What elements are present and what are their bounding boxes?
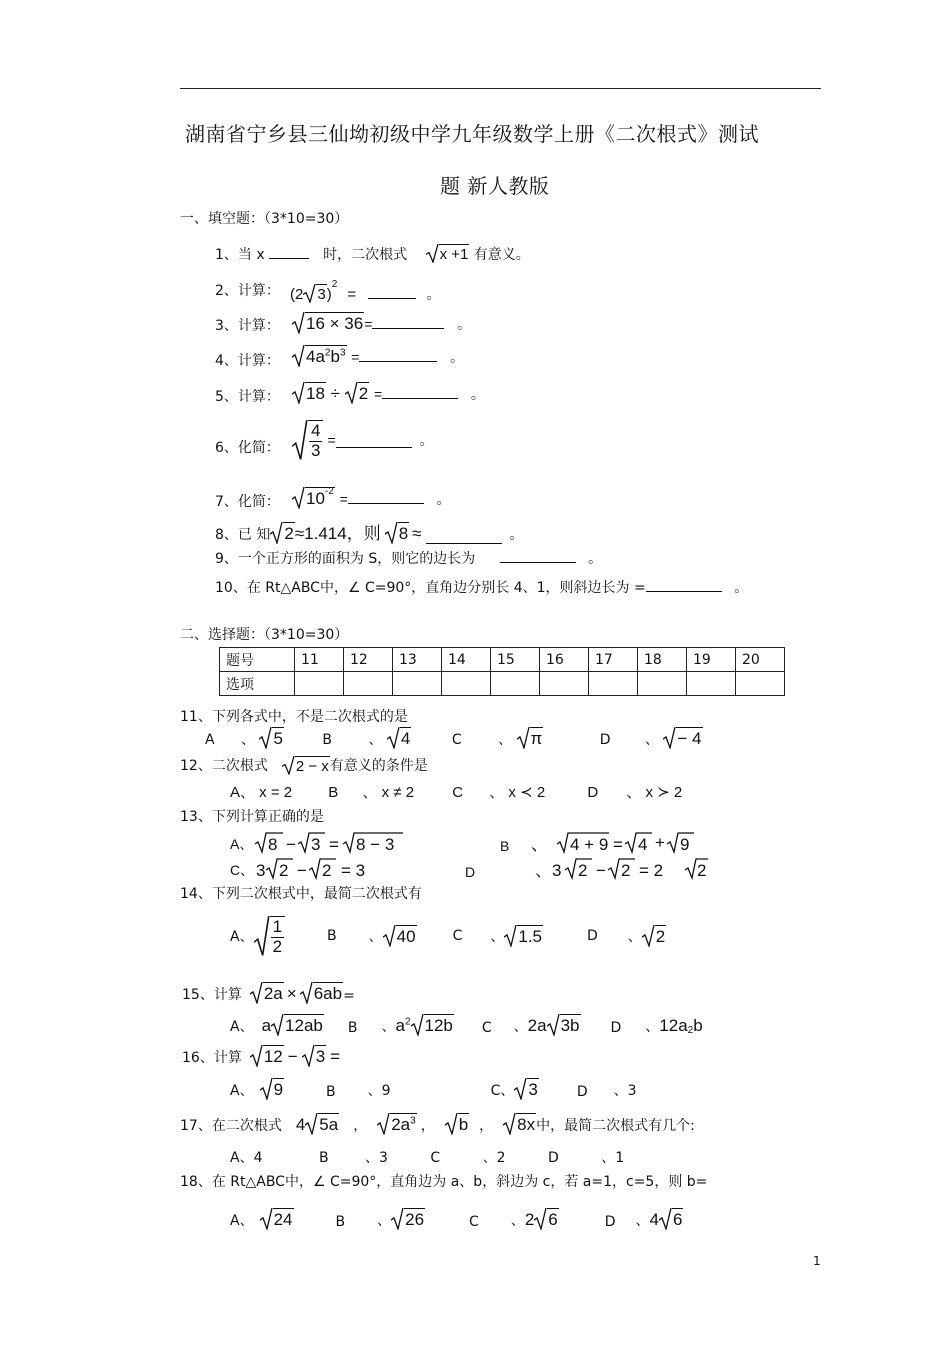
q13-option-a-label: A、 xyxy=(230,836,254,852)
q16-option-d-label: D xyxy=(576,1084,588,1100)
q2-prefix: 2、计算： xyxy=(215,283,280,299)
q13-option-a-formula xyxy=(253,830,423,854)
q4-radicand-a: 4a xyxy=(306,347,325,366)
q8-radicand-1: 2 xyxy=(284,524,294,543)
question-18: 18、在 Rt△ABC中，∠ C=90°，直角边为 a、b，斜边为 c，若 a=1，c=5，则 b= xyxy=(180,1174,708,1190)
q12-option-b-label: B xyxy=(328,784,339,801)
q4-sup-2: 3 xyxy=(339,347,346,359)
question-16 xyxy=(182,1045,340,1067)
q14-option-d-value xyxy=(642,925,666,947)
q4-blank[interactable] xyxy=(359,347,437,362)
q1-suffix: 有意义。 xyxy=(473,247,530,263)
q17-option-b: 、3 xyxy=(365,1150,388,1166)
q17-term-1-radicand: 5a xyxy=(319,1115,339,1134)
q15-radicand-c: 3b xyxy=(560,1016,580,1035)
q13-option-c xyxy=(230,856,394,880)
q15-option-b-coef: $a^2$ xyxy=(395,1016,411,1035)
q18-option-c-coef: 2 xyxy=(524,1210,535,1229)
answer-cell[interactable] xyxy=(638,672,687,696)
q9-text: 9、一个正方形的面积为 S，则它的边长为 xyxy=(215,551,476,567)
answer-cell[interactable] xyxy=(540,672,589,696)
q18-option-d-coef: 4 xyxy=(649,1210,659,1229)
svg-text:2: 2 xyxy=(279,861,289,880)
q6-numerator: 4 xyxy=(311,421,321,440)
q6-expression xyxy=(292,420,434,460)
q2-expr-open: (2 xyxy=(290,286,304,303)
q3-expression xyxy=(292,312,471,334)
q1-blank[interactable] xyxy=(269,244,309,259)
q6-radical xyxy=(292,420,323,460)
q17-option-b-label: B xyxy=(318,1150,329,1166)
svg-text:−: − xyxy=(297,861,308,880)
question-14: 14、下列二次根式中，最简二次根式有 xyxy=(180,886,422,902)
q13-option-a xyxy=(230,830,423,854)
q11-radicand-c: π xyxy=(530,729,543,748)
q13-option-b xyxy=(500,830,709,854)
q15-operator: × xyxy=(286,984,297,1003)
q18-radicand-b: 26 xyxy=(405,1210,425,1229)
q13-option-d-formula xyxy=(475,856,675,880)
q12-suffix: 有意义的条件是 xyxy=(329,758,428,774)
q17-comma-1: ， xyxy=(353,1118,368,1134)
q14-radicand-b: 40 xyxy=(396,927,416,947)
svg-text:= 3: = 3 xyxy=(341,861,366,880)
q11-option-b-label: B xyxy=(322,732,333,748)
q3-radical xyxy=(292,312,364,334)
answer-table-qnum: 20 xyxy=(736,648,785,672)
q3-radicand: 16 × 36 xyxy=(306,314,364,333)
q14-sep-b: 、 xyxy=(368,929,383,946)
answer-cell[interactable] xyxy=(295,672,344,696)
header-rule xyxy=(180,88,821,89)
q12-option-c-label: C xyxy=(452,784,464,801)
q14-option-a-value xyxy=(254,916,285,956)
q17-term-2-radicand: $2a^3$ xyxy=(391,1115,416,1134)
answer-table-qnum: 14 xyxy=(442,648,491,672)
question-8 xyxy=(215,519,524,544)
q9-end: 。 xyxy=(588,551,603,567)
q1-mid: 时，二次根式 xyxy=(323,247,408,263)
section-fill-in-heading: 一、填空题：（3*10=30） xyxy=(180,211,349,227)
svg-text:=: = xyxy=(613,835,624,854)
q12-option-b: 、 x ≠ 2 xyxy=(362,784,415,801)
q7-equals: = xyxy=(339,491,348,507)
q15-option-a-coef: a xyxy=(261,1016,272,1035)
q8-end: 。 xyxy=(509,527,524,543)
q15-option-c-value xyxy=(547,1014,581,1036)
q6-blank[interactable] xyxy=(336,433,412,448)
q7-blank[interactable] xyxy=(348,489,424,504)
answer-cell[interactable] xyxy=(393,672,442,696)
q8-approx: ≈1.414，则 xyxy=(294,524,381,543)
q18-sep-c: 、 xyxy=(510,1213,525,1229)
q11-option-c-label: C xyxy=(451,732,462,748)
q18-radicand-a: 24 xyxy=(273,1210,293,1229)
q17-option-c: 、2 xyxy=(482,1150,506,1166)
q16-prefix: 16、计算 xyxy=(182,1050,242,1066)
q18-options xyxy=(230,1208,683,1230)
q13-option-c-label: C、 xyxy=(230,862,255,878)
q7-expression xyxy=(292,487,450,509)
q13-option-c-formula xyxy=(254,856,394,880)
q5-radicand-2: 2 xyxy=(358,384,369,403)
q18-option-b-label: B xyxy=(335,1214,346,1230)
q14-options xyxy=(230,916,666,956)
q17-option-d: 、1 xyxy=(601,1150,625,1166)
answer-cell[interactable] xyxy=(442,672,491,696)
svg-text:−: − xyxy=(286,835,297,854)
question-7 xyxy=(215,491,280,511)
q11-sep-d: 、 xyxy=(644,732,659,748)
q11-radicand-b: 4 xyxy=(400,729,411,748)
q12-option-a: A、 x = 2 xyxy=(230,784,293,801)
q2-expression xyxy=(290,279,441,304)
question-1 xyxy=(215,244,530,264)
q11-sep-c: 、 xyxy=(498,732,513,748)
q15-radicand-a: 12ab xyxy=(285,1016,323,1035)
answer-table-qnum: 12 xyxy=(344,648,393,672)
q2-end: 。 xyxy=(426,286,441,302)
q16-option-b: 、9 xyxy=(367,1083,391,1099)
q3-blank[interactable] xyxy=(372,314,444,329)
svg-text:=: = xyxy=(329,835,340,854)
q11-option-a-label: A xyxy=(205,732,215,748)
q2-equals: = xyxy=(347,286,357,303)
q15-radicand-2: 6ab xyxy=(313,984,343,1003)
q7-radical xyxy=(292,487,335,509)
q15-option-b-value xyxy=(411,1014,454,1036)
q14-option-a-numerator: 1 xyxy=(272,917,283,936)
q15-radical-2 xyxy=(300,982,343,1004)
svg-text:+: + xyxy=(655,833,666,852)
q11-radicand-a: 5 xyxy=(273,729,283,748)
q17-option-a: A、4 xyxy=(230,1150,263,1166)
q5-expression xyxy=(292,382,485,404)
q16-option-d: 、3 xyxy=(613,1083,637,1099)
q4-prefix: 4、计算： xyxy=(215,353,280,369)
q8-radical-2 xyxy=(385,522,409,544)
svg-text:3: 3 xyxy=(256,861,266,880)
svg-text:8: 8 xyxy=(268,835,278,854)
q14-option-a-denominator: 2 xyxy=(272,936,283,956)
question-10 xyxy=(215,577,748,597)
q14-sep-c: 、 xyxy=(490,929,505,946)
svg-text:2: 2 xyxy=(578,861,588,880)
svg-text:2: 2 xyxy=(621,861,631,880)
q15-prefix: 15、计算 xyxy=(182,987,242,1003)
q16-radicand-a: 9 xyxy=(273,1080,284,1099)
question-12 xyxy=(180,755,428,775)
document-title: 湖南省宁乡县三仙坳初级中学九年级数学上册《二次根式》测试 xyxy=(185,122,759,146)
q14-option-c-value xyxy=(504,925,543,947)
q15-radicand-b: 12b xyxy=(424,1016,453,1035)
q15-sep-c: 、 xyxy=(513,1019,528,1035)
q13-option-b-label: B xyxy=(500,838,510,854)
answer-table-choice-label: 选项 xyxy=(220,672,295,696)
q17-term-4 xyxy=(503,1113,536,1135)
question-5 xyxy=(215,386,280,406)
q5-prefix: 5、计算： xyxy=(215,389,280,405)
q16-option-b-label: B xyxy=(326,1084,336,1100)
q13-option-d-label: D xyxy=(465,864,476,880)
q5-radical-2 xyxy=(345,382,369,404)
q13-option-d xyxy=(465,856,675,880)
q15-option-d-tail: b xyxy=(693,1016,703,1035)
question-9 xyxy=(215,548,602,568)
q17-comma-2: ， xyxy=(420,1118,435,1134)
svg-text:−: − xyxy=(596,861,607,880)
q15-option-a-label: A、 xyxy=(230,1019,254,1035)
q4-sup-1: 2 xyxy=(324,347,331,359)
q7-prefix: 7、化简： xyxy=(215,494,280,510)
q4-end: 。 xyxy=(450,349,465,365)
answer-cell[interactable] xyxy=(687,672,736,696)
q12-option-c: 、 x ≺ 2 xyxy=(489,784,546,801)
q14-radicand-c: 1.5 xyxy=(518,927,542,947)
answer-table-qnum: 15 xyxy=(491,648,540,672)
q16-minus: − xyxy=(287,1047,298,1066)
q15-option-c-label: C xyxy=(481,1020,492,1036)
answer-table-qnum: 18 xyxy=(638,648,687,672)
svg-text:= 2: = 2 xyxy=(639,861,664,880)
q18-option-d-value xyxy=(659,1208,683,1230)
question-13: 13、下列计算正确的是 xyxy=(180,809,324,825)
q17-options xyxy=(230,1147,624,1167)
q12-radical xyxy=(282,756,330,775)
q5-radical-1 xyxy=(292,382,326,404)
q3-equals: = xyxy=(364,316,373,332)
q8-approx-2: ≈ xyxy=(412,524,422,543)
q11-option-d-label: D xyxy=(599,732,611,748)
answer-table-qnum: 11 xyxy=(295,648,344,672)
answer-table-header-row xyxy=(220,648,785,672)
q2-blank[interactable] xyxy=(368,284,416,299)
q11-option-c-value xyxy=(517,727,544,749)
q11-options xyxy=(205,727,703,749)
q4-radical xyxy=(292,345,347,367)
question-4 xyxy=(215,350,280,370)
q16-option-c-value xyxy=(514,1078,538,1100)
q15-sep-b: 、 xyxy=(381,1019,396,1035)
q12-radicand: 2 − x xyxy=(295,758,329,775)
q14-option-d-label: D xyxy=(587,928,598,945)
q11-option-b-value xyxy=(387,727,411,749)
q11-sep-a: 、 xyxy=(241,732,256,748)
q7-end: 。 xyxy=(436,491,451,507)
q16-radicand-c: 3 xyxy=(528,1080,538,1099)
answer-table-head-label: 题号 xyxy=(220,648,295,672)
q4-equals: = xyxy=(351,349,360,365)
svg-text:4 + 9: 4 + 9 xyxy=(570,835,609,854)
q2-expr-close: ) xyxy=(326,286,332,303)
q17-term-3-radicand: b xyxy=(458,1115,469,1134)
q16-radicand-1: 12 xyxy=(263,1047,283,1066)
q18-option-d-label: D xyxy=(604,1214,616,1230)
q18-option-b-value xyxy=(391,1208,425,1230)
q15-option-d-label: D xyxy=(610,1020,622,1036)
q10-text: 10、在 Rt△ABC中，∠ C=90°，直角边分别长 4、1，则斜边长为 = xyxy=(215,580,646,596)
q7-exponent: -2 xyxy=(324,486,334,498)
svg-text:、: 、 xyxy=(531,835,549,854)
svg-text:9: 9 xyxy=(680,835,690,854)
answer-cell[interactable] xyxy=(491,672,540,696)
q4-expression xyxy=(292,345,464,367)
q5-operator: ÷ xyxy=(330,384,340,403)
q15-equals: = xyxy=(343,988,355,1004)
q16-radicand-2: 3 xyxy=(315,1047,326,1066)
answer-table-choice-row xyxy=(220,672,785,696)
q12-prefix: 12、二次根式 xyxy=(180,758,268,774)
q15-option-c-coef: 2a xyxy=(527,1016,547,1035)
q18-option-c-label: C xyxy=(469,1214,479,1230)
q5-radicand-1: 18 xyxy=(306,384,325,403)
q9-blank[interactable] xyxy=(500,548,576,563)
q3-prefix: 3、计算： xyxy=(215,318,280,334)
q17-option-d-label: D xyxy=(547,1150,559,1166)
q5-blank[interactable] xyxy=(382,384,458,399)
q17-term-4-radicand: 8x xyxy=(517,1115,536,1134)
q12-option-d-label: D xyxy=(587,784,599,801)
q18-sep-b: 、 xyxy=(377,1213,392,1229)
svg-text:3: 3 xyxy=(311,835,321,854)
q14-option-a-label: A、 xyxy=(230,929,254,946)
q17-comma-3: ， xyxy=(479,1118,494,1134)
question-3 xyxy=(215,315,280,335)
q2-radicand: 3 xyxy=(317,286,326,303)
q16-radical-1 xyxy=(250,1045,284,1067)
q3-end: 。 xyxy=(457,316,472,332)
q16-option-a-label: A、 xyxy=(230,1083,254,1099)
q17-term-2 xyxy=(377,1113,416,1135)
q17-prefix: 17、在二次根式 xyxy=(180,1118,282,1134)
answer-table-qnum: 13 xyxy=(393,648,442,672)
q15-radicand-1: 2a xyxy=(263,984,283,1003)
question-17 xyxy=(180,1113,695,1135)
q18-sep-d: 、 xyxy=(635,1213,650,1229)
answer-cell[interactable] xyxy=(589,672,638,696)
q12-options xyxy=(230,781,682,802)
q1-prefix: 1、当 x xyxy=(215,247,265,263)
q10-blank[interactable] xyxy=(646,577,722,592)
answer-table-qnum: 19 xyxy=(687,648,736,672)
q8-blank[interactable] xyxy=(426,529,502,544)
q13-option-b-formula xyxy=(509,830,709,854)
q8-prefix: 8、已 知 xyxy=(215,527,271,543)
svg-text:2: 2 xyxy=(322,861,332,880)
q16-option-a-value xyxy=(260,1078,284,1100)
q16-equals: = xyxy=(330,1047,341,1066)
question-11: 11、下列各式中，不是二次根式的是 xyxy=(180,709,408,725)
q11-sep-b: 、 xyxy=(368,732,383,748)
answer-table-qnum: 17 xyxy=(589,648,638,672)
q15-sep-d: 、 xyxy=(645,1019,660,1035)
q15-option-b-label: B xyxy=(347,1020,358,1036)
q16-options xyxy=(230,1078,637,1100)
q5-equals: = xyxy=(373,386,383,402)
answer-table-qnum: 16 xyxy=(540,648,589,672)
q4-radicand-b: b xyxy=(330,347,340,366)
answer-table xyxy=(219,647,785,696)
q6-prefix: 6、化简： xyxy=(215,440,280,456)
svg-text:8 − 3: 8 − 3 xyxy=(356,835,395,854)
page-number: 1 xyxy=(813,1254,821,1268)
q11-option-a-value xyxy=(259,727,283,749)
q11-option-d-value xyxy=(663,727,702,749)
q18-option-c-value xyxy=(534,1208,558,1230)
q17-term-1-coef: 4 xyxy=(295,1115,306,1134)
q17-term-1 xyxy=(305,1113,339,1135)
q2-radical xyxy=(303,284,326,303)
section-choice-heading: 二、选择题：（3*10=30） xyxy=(180,627,349,643)
q14-option-b-label: B xyxy=(327,928,337,945)
q12-option-d: 、 x ≻ 2 xyxy=(626,784,683,801)
q5-end: 。 xyxy=(470,386,485,402)
q7-radicand: 10 xyxy=(306,489,325,508)
q1-radical xyxy=(426,244,470,263)
q8-radicand-2: 8 xyxy=(398,524,409,543)
q1-radicand: x +1 xyxy=(439,246,469,263)
question-6 xyxy=(215,437,280,457)
svg-text:4: 4 xyxy=(638,835,648,854)
document-subtitle: 题 新人教版 xyxy=(440,174,550,198)
q15-options xyxy=(230,1014,703,1036)
q16-radical-2 xyxy=(302,1045,326,1067)
answer-cell[interactable] xyxy=(344,672,393,696)
question-15 xyxy=(182,982,355,1004)
q17-suffix: 中，最简二次根式有几个: xyxy=(536,1118,695,1134)
answer-cell[interactable] xyxy=(736,672,785,696)
question-2 xyxy=(215,280,280,300)
q14-option-b-value xyxy=(383,925,417,947)
q17-term-3 xyxy=(445,1113,469,1135)
svg-text:、3: 、3 xyxy=(535,861,562,880)
q11-radicand-d: − 4 xyxy=(677,729,702,748)
q15-option-d: 12a xyxy=(659,1016,688,1035)
q18-option-a-label: A、 xyxy=(230,1213,254,1229)
q13-option-d-tail xyxy=(684,856,708,880)
q14-sep-d: 、 xyxy=(627,929,642,946)
q17-option-c-label: C xyxy=(430,1150,441,1166)
q15-radical-1 xyxy=(250,982,284,1004)
q6-end: 。 xyxy=(419,432,434,449)
q18-option-a-value xyxy=(260,1208,294,1230)
q15-option-d-sup: 2 xyxy=(687,1025,694,1036)
q2-exponent: 2 xyxy=(331,279,338,290)
q18-radicand-c: 6 xyxy=(548,1210,558,1229)
q14-option-c-label: C xyxy=(452,928,463,945)
q8-radical-1 xyxy=(270,522,294,544)
q6-equals: = xyxy=(327,432,336,449)
svg-text:2: 2 xyxy=(697,861,707,880)
q14-radicand-d: 2 xyxy=(655,927,666,947)
q16-option-c-label: C、 xyxy=(490,1083,515,1099)
q10-end: 。 xyxy=(734,580,749,596)
q6-denominator: 3 xyxy=(311,440,321,460)
q15-option-a-value xyxy=(271,1014,324,1036)
q18-radicand-d: 6 xyxy=(673,1210,683,1229)
